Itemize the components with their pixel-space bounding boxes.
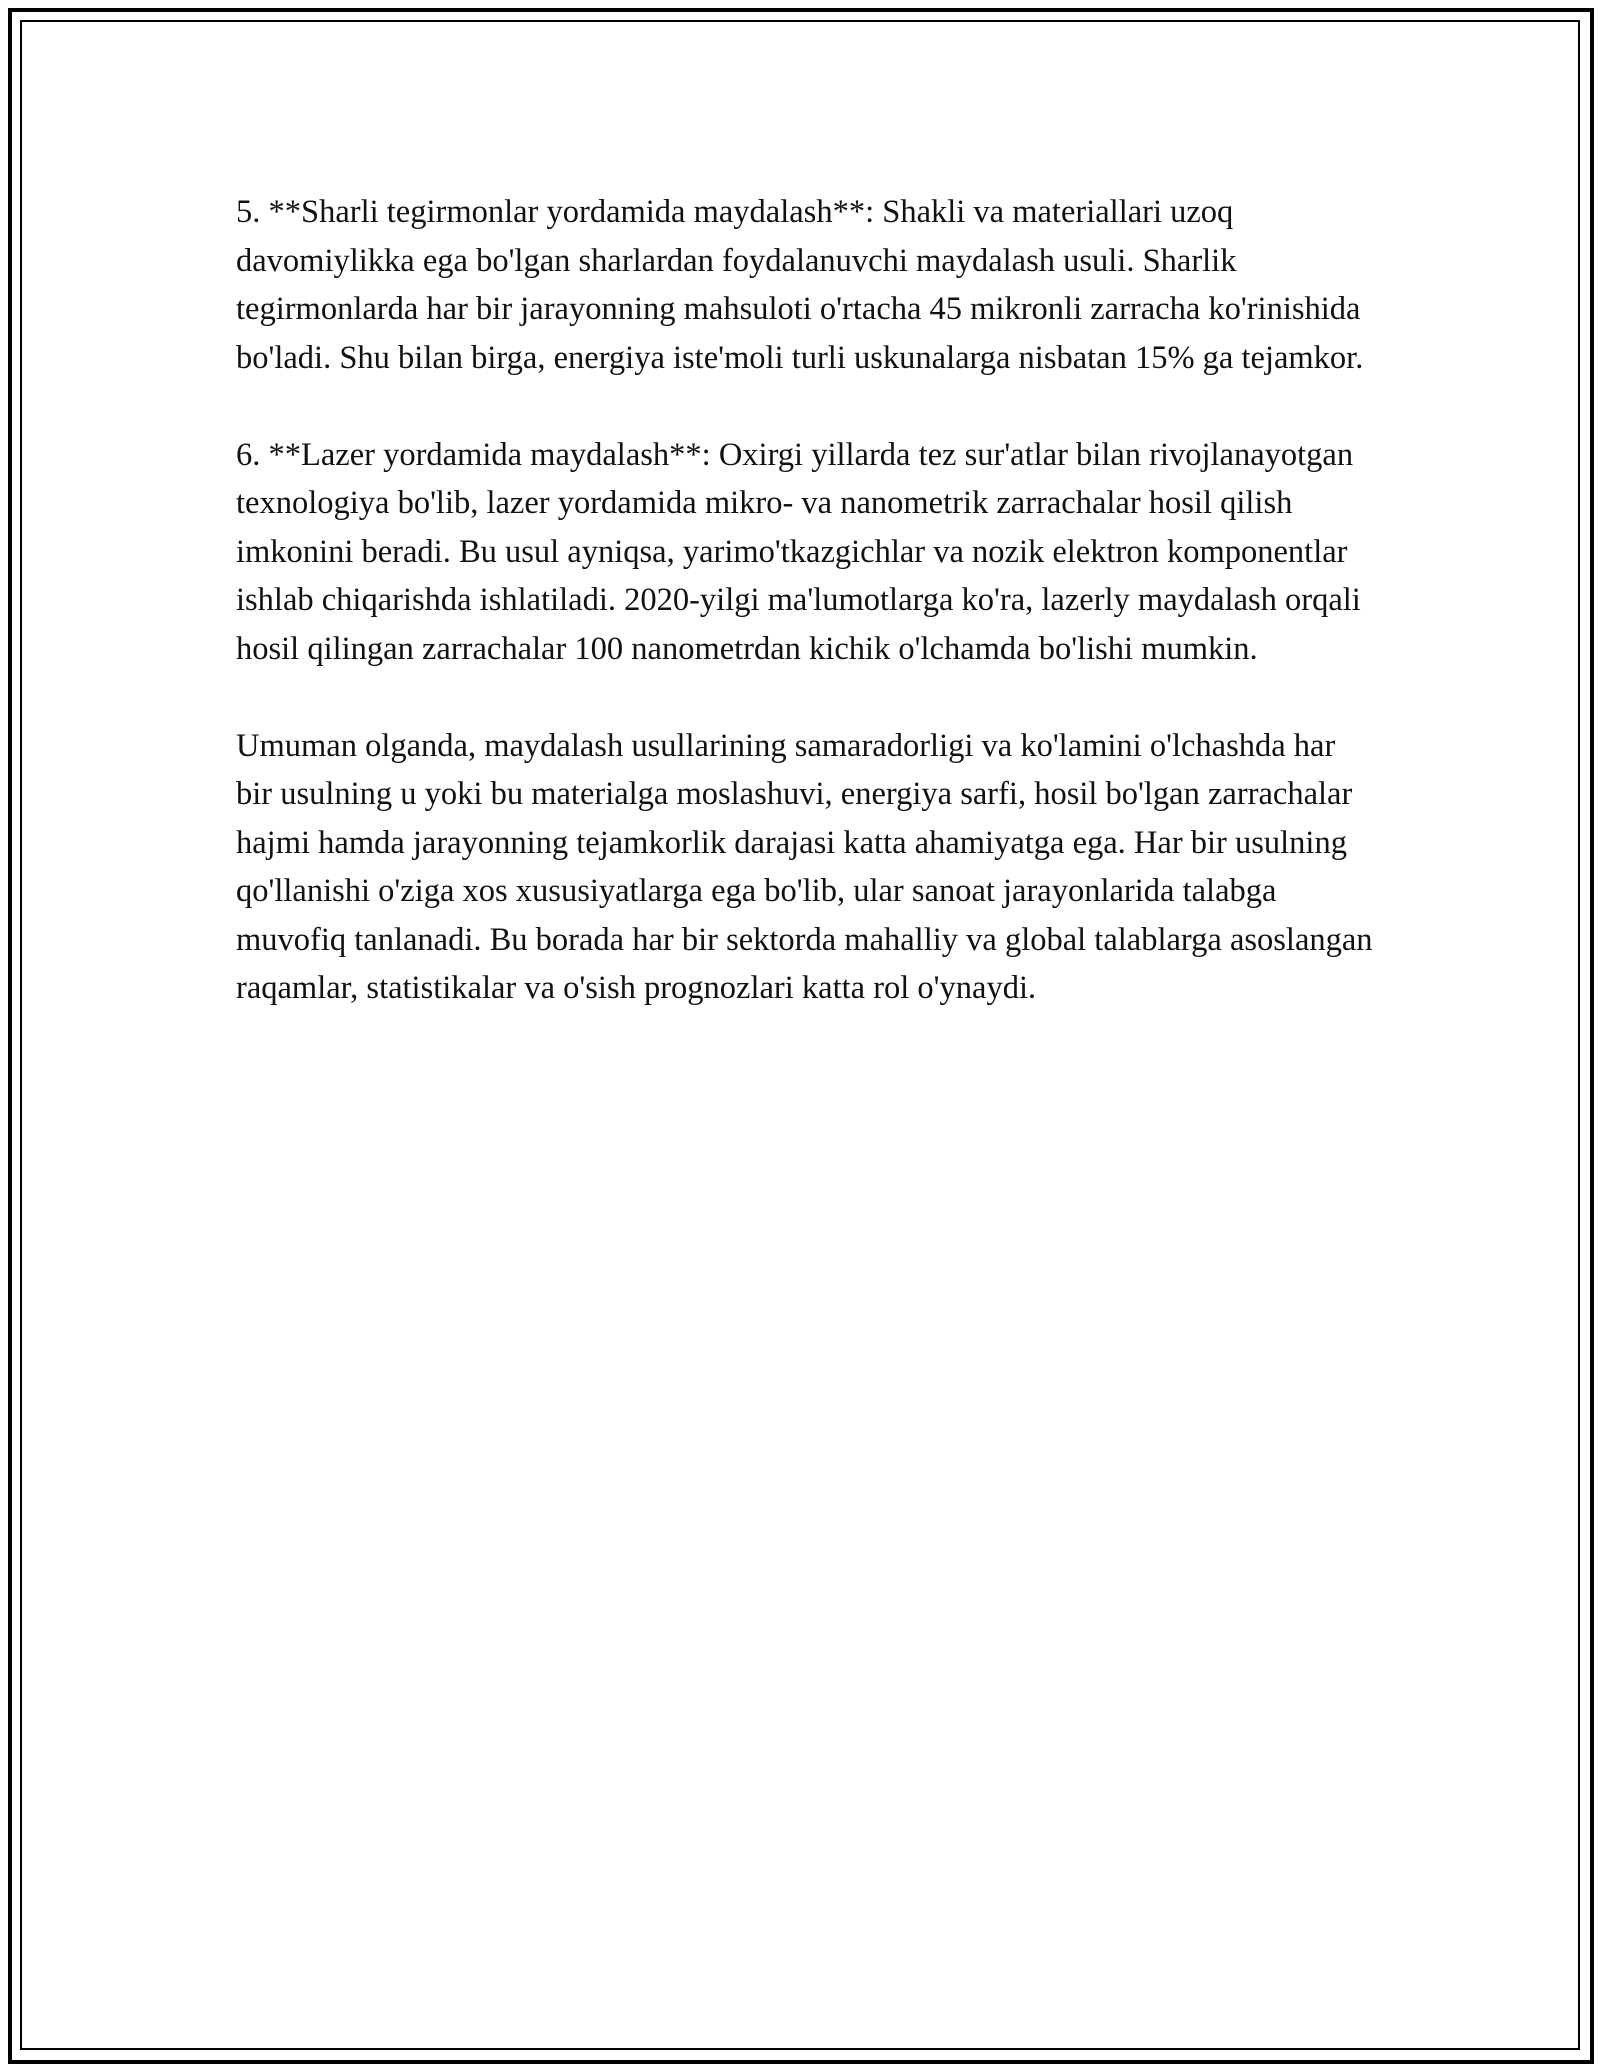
paragraph-ball-mill: 5. **Sharli tegirmonlar yordamida maydalash**: Shakli va materiallari uzoq davomiylikka ega bo'lgan sharlardan foydalanuvchi maydalash usuli. Sharlik tegirmonlarda har bir jarayonning mahsuloti o'rtacha 45 mikronli zarracha ko'rinishida bo'ladi. Shu bilan birga, energiya iste'moli turli uskunalarga nisbatan 15% ga tejamkor. — [236, 194, 1364, 376]
paragraph-laser-grinding: 6. **Lazer yordamida maydalash**: Oxirgi yillarda tez sur'atlar bilan rivojlanayotgan texnologiya bo'lib, lazer yordamida mikro- va nanometrik zarrachalar hosil qilish imkonini beradi. Bu usul ayniqsa, yarimo'tkazgichlar va nozik elektron komponentlar ishlab chiqarishda ishlatiladi. 2020-yilgi ma'lumotlarga ko'ra, lazerly maydalash orqali hosil qilingan zarrachalar 100 nanometrdan kichik o'lchamda bo'lishi mumkin. — [236, 436, 1361, 667]
paragraph-conclusion: Umuman olganda, maydalash usullarining samaradorligi va ko'lamini o'lchashda har bir usulning u yoki bu materialga moslashuvi, energiya sarfi, hosil bo'lgan zarrachalar hajmi hamda jarayonning tejamkorlik darajasi katta ahamiyatga ega. Har bir usulning qo'llanishi o'ziga xos xususiyatlarga ega bo'lib, ular sanoat jarayonlarida talabga muvofiq tanlanadi. Bu borada har bir sektorda mahalliy va global talablarga asoslangan raqamlar, statistikalar va o'sish prognozlari katta rol o'ynaydi. — [236, 727, 1373, 1006]
document-body — [236, 188, 1376, 1061]
